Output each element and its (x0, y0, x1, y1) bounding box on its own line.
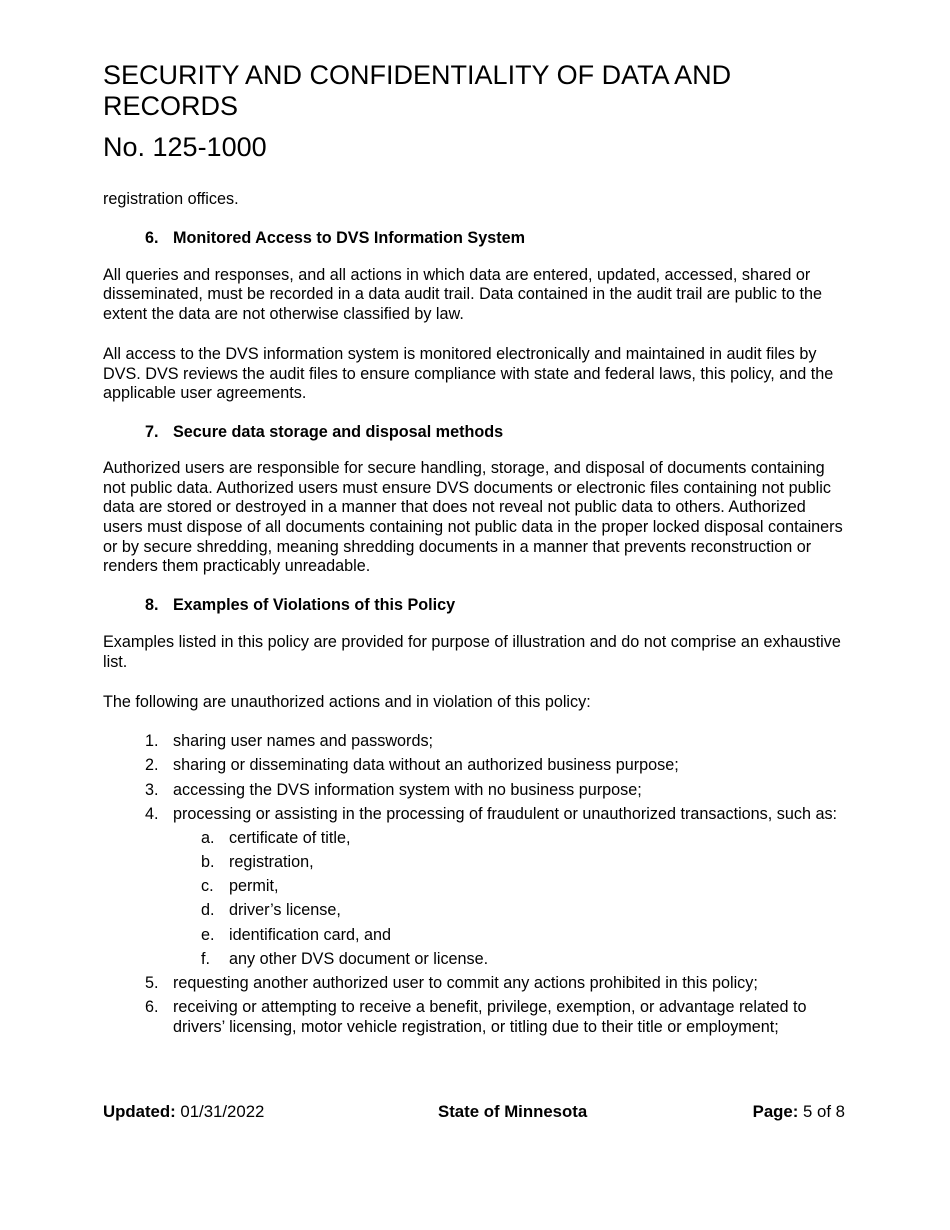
section-6-title: Monitored Access to DVS Information System (173, 228, 525, 247)
footer-page-number (753, 1101, 845, 1123)
section-6-paragraph-2: All access to the DVS information system is monitored electronically and maintained in audit files by DVS. DVS reviews the audit files to ensure compliance with state and federal laws, this policy, and the applicable user agreements. (103, 344, 834, 403)
sublist-item-letter: b. (201, 852, 215, 871)
sublist-item-text: identification card, and (229, 925, 391, 944)
sublist-item-letter: a. (201, 828, 215, 847)
section-7-heading (103, 422, 848, 442)
sublist-item-letter: c. (201, 877, 214, 896)
list-item-number: 6. (145, 998, 159, 1017)
sublist-item-text: certificate of title, (229, 828, 351, 847)
section-6-number: 6. (145, 228, 159, 247)
sublist-item-text: any other DVS document or license. (229, 950, 489, 969)
section-8-paragraph-2: The following are unauthorized actions and in violation of this policy: (103, 692, 591, 711)
section-6-heading (103, 228, 848, 248)
document-types-sublist (173, 829, 848, 970)
list-item-text: sharing user names and passwords; (173, 732, 434, 751)
page-footer (103, 1101, 845, 1123)
document-number: No. 125-1000 (103, 132, 267, 162)
list-item-body (173, 805, 848, 970)
list-item-number: 4. (145, 804, 159, 823)
section-7-paragraph-1: Authorized users are responsible for secure handling, storage, and disposal of documents containing not public data. Authorized users must ensure DVS documents or electronic files containing not public data are stored or destroyed in a manner that does not reveal not public data to others. Authorized users must dispose of all documents containing not public data in the proper locked disposal containers or by secure shredding, meaning shredding documents in a manner that prevents reconstruction or renders them practicably unreadable. (103, 458, 843, 576)
section-8-heading (103, 595, 848, 615)
sublist-item (173, 950, 848, 970)
sublist-item (173, 877, 848, 897)
section-6-paragraph-1: All queries and responses, and all actions in which data are entered, updated, accessed, shared or disseminated, must be recorded in a data audit trail. Data contained in the audit trail are public to the extent the data are not otherwise classified by law. (103, 265, 822, 324)
list-item (103, 974, 848, 994)
sublist-item-text: permit, (229, 877, 279, 896)
sublist-item-text: driver’s license, (229, 901, 341, 920)
list-item-text: processing or assisting in the processing of fraudulent or unauthorized transactions, such as: (173, 804, 838, 823)
section-7-number: 7. (145, 422, 159, 441)
footer-organization: State of Minnesota (438, 1102, 588, 1121)
violations-list (103, 732, 848, 1038)
sublist-item (173, 901, 848, 921)
list-item-text: receiving or attempting to receive a benefit, privilege, exemption, or advantage related to drivers’ licensing, motor vehicle registration, or titling due to their title or employment; (173, 998, 807, 1037)
list-item-number: 5. (145, 974, 159, 993)
section-7-title: Secure data storage and disposal methods (173, 422, 504, 441)
sublist-item (173, 853, 848, 873)
sublist-item-letter: e. (201, 925, 215, 944)
sublist-item-text: registration, (229, 852, 314, 871)
list-item-text: sharing or disseminating data without an authorized business purpose; (173, 756, 679, 775)
footer-updated-label: Updated: (103, 1102, 176, 1121)
footer-updated-value: 01/31/2022 (180, 1102, 265, 1121)
section-8-number: 8. (145, 596, 159, 615)
list-item (103, 998, 848, 1037)
list-item-number: 3. (145, 780, 159, 799)
footer-page-label: Page: (752, 1102, 799, 1121)
list-item-text: accessing the DVS information system with no business purpose; (173, 780, 642, 799)
list-item-number: 1. (145, 732, 159, 751)
list-item (103, 805, 848, 970)
list-item (103, 781, 848, 801)
sublist-item (173, 829, 848, 849)
list-item-number: 2. (145, 756, 159, 775)
sublist-item-letter: d. (201, 901, 215, 920)
section-8-paragraph-1: Examples listed in this policy are provided for purpose of illustration and do not comprise an exhaustive list. (103, 633, 841, 671)
intro-text: registration offices. (103, 190, 239, 208)
document-title: SECURITY AND CONFIDENTIALITY OF DATA AND RECORDS (103, 60, 732, 121)
sublist-item (173, 926, 848, 946)
footer-updated (103, 1101, 264, 1123)
list-item (103, 732, 848, 752)
list-item (103, 756, 848, 776)
sublist-item-letter: f. (201, 950, 210, 969)
list-item-text: requesting another authorized user to commit any actions prohibited in this policy; (173, 974, 758, 993)
section-8-title: Examples of Violations of this Policy (173, 596, 456, 615)
document-page (103, 60, 848, 1042)
footer-page-value: 5 of 8 (803, 1102, 845, 1121)
